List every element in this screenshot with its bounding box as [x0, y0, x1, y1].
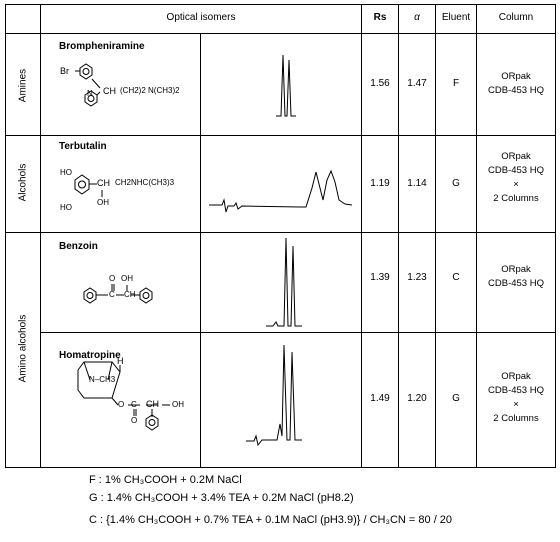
column-line: CDB-453 HQ	[488, 278, 544, 289]
group-label-alcohols: Alcohols	[17, 163, 29, 202]
column-line: 2 Columns	[493, 413, 539, 424]
column-line: ×	[513, 179, 519, 190]
chromatogram-terbutalin	[209, 171, 352, 212]
eluent-value: F	[452, 78, 460, 89]
alpha-value: 1.47	[407, 78, 427, 89]
eluent-value: G	[452, 178, 460, 189]
structure-label: CH	[124, 290, 136, 299]
structure-label: C	[109, 290, 115, 299]
chromatogram-homatropine	[246, 345, 302, 445]
group-label-amino-alcohols: Amino alcohols	[17, 314, 29, 383]
structure-label: OH	[121, 274, 133, 283]
structure-label: HO	[60, 203, 72, 212]
header-eluent: Eluent	[441, 12, 471, 23]
eluent-value: C	[452, 272, 460, 283]
column-line: ORpak	[501, 71, 531, 82]
column-value	[477, 150, 555, 206]
header-alpha: α	[414, 12, 420, 23]
structure-label: C	[131, 400, 137, 409]
structure-label: OH	[97, 198, 109, 207]
chromatogram-brompheniramine	[276, 55, 296, 116]
footnote-eluent-f: F : 1% CH₃COOH + 0.2M NaCl	[89, 474, 242, 486]
column-line: ORpak	[501, 151, 531, 162]
structure-label: Br	[60, 66, 69, 76]
structure-label: HO	[60, 168, 72, 177]
structure-label: O	[131, 416, 138, 425]
alpha-value: 1.20	[407, 393, 427, 404]
compound-name: Brompheniramine	[59, 41, 145, 52]
structure-label: N	[87, 89, 93, 98]
rs-value: 1.19	[370, 178, 390, 189]
column-line: ×	[513, 399, 519, 410]
alpha-value: 1.14	[407, 178, 427, 189]
header-optical-isomers: Optical isomers	[166, 12, 236, 23]
structure-label: CH	[97, 178, 110, 188]
structure-brompheniramine	[75, 64, 100, 106]
structure-label: CH	[103, 86, 116, 96]
structure-label: OH	[172, 400, 184, 409]
structure-label: CH	[146, 399, 159, 409]
eluent-value: G	[452, 393, 460, 404]
structure-label: O	[118, 400, 125, 409]
compound-name: Terbutalin	[59, 141, 107, 152]
column-value	[477, 70, 555, 98]
structure-label: (CH2)2	[120, 86, 146, 95]
rs-value: 1.39	[370, 272, 390, 283]
chromatogram-benzoin	[266, 238, 302, 326]
rs-value: 1.49	[370, 393, 390, 404]
column-line: 2 Columns	[493, 193, 539, 204]
rs-value: 1.56	[370, 78, 390, 89]
structure-benzoin	[84, 284, 152, 303]
alpha-value: 1.23	[407, 272, 427, 283]
column-line: CDB-453 HQ	[488, 165, 544, 176]
header-rs: Rs	[373, 12, 387, 23]
header-column: Column	[498, 12, 534, 23]
column-line: ORpak	[501, 371, 531, 382]
compound-name: Benzoin	[59, 241, 98, 252]
column-value	[477, 263, 555, 291]
column-line: CDB-453 HQ	[488, 85, 544, 96]
structure-label: CH2NHC(CH3)3	[115, 178, 175, 187]
column-value	[477, 370, 555, 426]
footnote-eluent-c: C : {1.4% CH₃COOH + 0.7% TEA + 0.1M NaCl (pH3.9)} / CH₃CN = 80 / 20	[89, 514, 453, 526]
structure-label: N(CH3)2	[148, 86, 180, 95]
structure-homatropine	[78, 362, 170, 430]
column-line: CDB-453 HQ	[488, 385, 544, 396]
compound-name: Homatropine	[59, 350, 121, 361]
column-line: ORpak	[501, 264, 531, 275]
structure-label: O	[109, 274, 116, 283]
footnote-eluent-g: G : 1.4% CH₃COOH + 3.4% TEA + 0.2M NaCl (pH8.2)	[89, 492, 354, 504]
structure-label: N–CH3	[89, 375, 116, 384]
group-label-amines: Amines	[17, 68, 29, 103]
structure-label: H	[117, 356, 124, 366]
